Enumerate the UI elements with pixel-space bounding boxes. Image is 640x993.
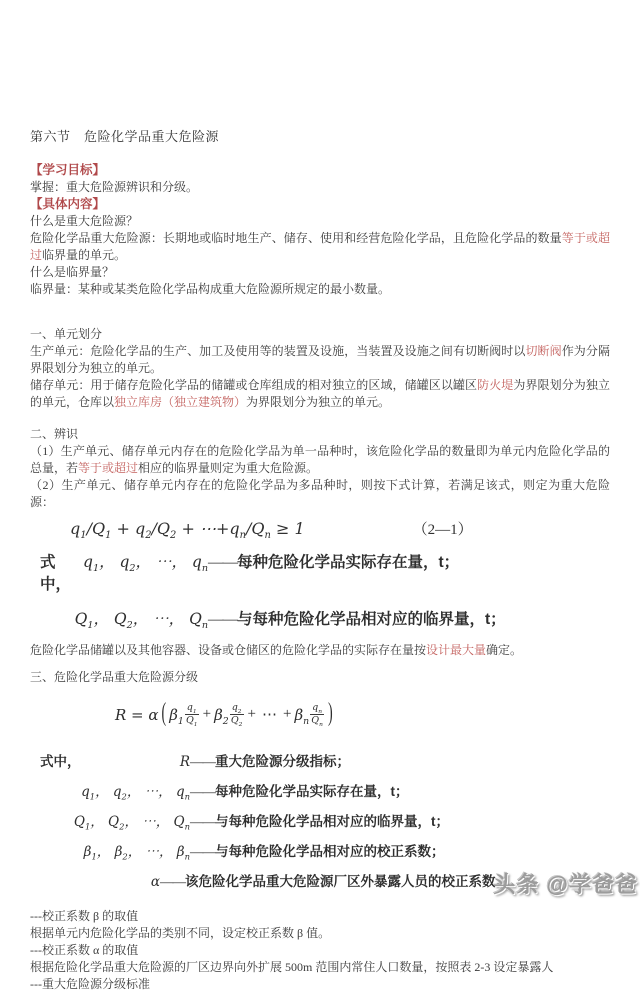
text-run: 三、危险化学品重大危险源分级 (30, 670, 199, 684)
open-paren: ( (161, 699, 167, 729)
definition-description: 与每种危险化学品相对应的校正系数； (215, 843, 445, 859)
text-run: 为界限划分为独立的单元，仓库以 (30, 378, 610, 409)
spacer (30, 298, 610, 326)
definition-left (40, 840, 190, 860)
fraction: $\frac{q_1}{Q_1}$ (185, 702, 198, 729)
section-heading: 【学习目标】 (30, 163, 106, 177)
highlight-red-text: 独立库房（独立建筑物） (114, 395, 247, 409)
paragraph (30, 213, 610, 230)
plus-sign: + (247, 706, 257, 723)
paragraph (30, 642, 610, 659)
definition-dash: —— (208, 554, 237, 571)
ellipsis: ⋯ (262, 707, 278, 724)
definition-left (40, 550, 208, 594)
definition-variables: $\beta_1$， $\beta_2$， ⋯， $\beta_n$ (83, 843, 190, 862)
text-run: 相应的临界量则定为重大危险源。 (138, 461, 319, 475)
text-run: ---校正系数 β 的取值 (30, 908, 139, 923)
definition-left (40, 607, 208, 632)
text-run: 二、辨识 (30, 427, 79, 441)
definition-description: 每种危险化学品实际存在量，t； (237, 554, 460, 571)
paragraph (30, 426, 610, 443)
definition-description: 与每种危险化学品相对应的临界量，t； (215, 813, 449, 829)
definition-description: 重大危险源分级指标； (215, 753, 350, 769)
coefficient: $\beta_1$ (169, 705, 184, 727)
definition-left (40, 874, 160, 890)
section-heading: 【具体内容】 (30, 197, 106, 211)
definition-description: 与每种危险化学品相对应的临界量，t； (237, 611, 506, 628)
equation (70, 518, 610, 542)
paragraph (30, 908, 610, 925)
text-run: 为界限划分为独立的单元。 (246, 395, 391, 409)
equation-expression: $q_1/Q_1 + q_2/Q_2$ + $\cdots+q_n/Q_n \ge 1$ (70, 519, 305, 542)
text-run: 生产单元：危险化学品的生产、加工及使用等的装置及设施，当装置及设施之间有切断阀时以 (30, 344, 526, 358)
highlight-red-text: 设计最大量 (426, 643, 487, 657)
definition-dash: —— (190, 753, 215, 769)
highlight-red-text: 切断阀 (525, 344, 562, 358)
paragraph (30, 264, 610, 281)
watermark: 头条 @学爸爸 (493, 872, 638, 897)
close-paren: ) (328, 699, 333, 729)
definition-left (40, 750, 190, 770)
paragraph (30, 925, 610, 942)
fraction: $\frac{q_n}{Q_n}$ (311, 702, 323, 729)
definition-line (40, 780, 610, 800)
paragraph (30, 326, 610, 343)
definition-variables: $Q_1$， $Q_2$， ⋯， $Q_n$ (74, 610, 208, 632)
highlight-red-text: 防火堤 (477, 378, 514, 392)
definition-variables: α (150, 873, 160, 890)
spacer (30, 659, 610, 669)
grading-equation (115, 699, 610, 729)
paragraph (30, 976, 610, 993)
definition-prefix: 式中， (40, 753, 81, 769)
definition-list (40, 550, 610, 632)
definition-dash: —— (190, 813, 215, 829)
text-run: 储存单元：用于储存危险化学品的储罐或仓库组成的相对独立的区域，储罐区以罐区 (30, 378, 478, 392)
equation-number: （2—1） (412, 522, 473, 538)
spacer (30, 411, 610, 426)
definition-variables: $Q_1$， $Q_2$， ⋯， $Q_n$ (73, 813, 190, 832)
text-run: （2）生产单元、储存单元内存在的危险化学品为多品种时，则按下式计算，若满足该式，则定为重大危险源： (30, 478, 610, 509)
text-run: 什么是临界量？ (30, 265, 115, 279)
definition-line (40, 607, 610, 632)
paragraph (30, 230, 610, 264)
paragraph (30, 343, 610, 377)
text-run: ---校正系数 α 的取值 (30, 942, 139, 957)
equation-lhs: R = α (115, 705, 159, 724)
highlight-red-text: 等于或超过 (30, 231, 610, 262)
paragraph (30, 942, 610, 959)
highlight-red-text: 等于或超过 (78, 461, 139, 475)
paragraph (30, 669, 610, 686)
definition-left (40, 810, 190, 830)
text-run: ---重大危险源分级标准 (30, 976, 150, 991)
text-run: 确定。 (486, 643, 523, 657)
paragraph (30, 477, 610, 511)
definition-line (40, 840, 610, 860)
coefficient: $\beta_2$ (214, 705, 229, 727)
paragraph (30, 179, 610, 196)
definition-line (40, 750, 610, 770)
fraction: $\frac{q_2}{Q_2}$ (230, 702, 243, 729)
text-run: 根据单元内危险化学品的类别不同，设定校正系数 β 值。 (30, 925, 331, 940)
plus-sign: + (283, 706, 292, 723)
page-title: 第六节 危险化学品重大危险源 (30, 129, 220, 144)
paragraph (30, 377, 610, 411)
definition-dash: —— (208, 611, 237, 628)
definition-dash: —— (160, 873, 185, 889)
definition-dash: —— (190, 783, 215, 799)
text-run: （1）生产单元、储存单元内存在的危险化学品为单一品种时，该危险化学品的数量即为单元内危险化学品的总量，若 (30, 444, 610, 475)
text-run: 一、单元划分 (30, 327, 103, 341)
paragraph (30, 959, 610, 976)
definition-left (40, 780, 190, 800)
paragraph (30, 443, 610, 477)
definition-dash: —— (190, 843, 215, 859)
text-run: 临界量的单元。 (42, 248, 127, 262)
text-run: 什么是重大危险源？ (30, 214, 139, 228)
text-run: 危险化学品储罐以及其他容器、设备或仓储区的危险化学品的实际存在量按 (30, 643, 427, 657)
coefficient: $\beta_n$ (294, 705, 310, 727)
definition-line (40, 810, 610, 830)
paragraph (30, 281, 610, 298)
definition-variables: $q_1$， $q_2$， ⋯， $q_n$ (83, 553, 208, 575)
definition-variables: $q_1$， $q_2$， ⋯， $q_n$ (81, 783, 190, 802)
definition-prefix: 式中， (40, 554, 72, 593)
text-run: 掌握：重大危险源辨识和分级。 (30, 180, 199, 194)
definition-description: 该危险化学品重大危险源厂区外暴露人员的校正系数。 (185, 873, 509, 889)
text-run: 根据危险化学品重大危险源的厂区边界向外扩展 500m 范围内常住人口数量，按照表 2-3 设定暴露人 (30, 959, 554, 974)
definition-line (40, 550, 610, 594)
definition-variables: R (179, 753, 190, 770)
text-run: 临界量：某种或某类危险化学品构成重大危险源所规定的最小数量。 (30, 282, 391, 296)
text-run: 危险化学品重大危险源：长期地或临时地生产、储存、使用和经营危险化学品，且危险化学品的数量 (30, 231, 562, 245)
text-run: 作为分隔界限划分为独立的单元。 (30, 344, 610, 375)
definition-description: 每种危险化学品实际存在量，t； (215, 783, 409, 799)
spacer (30, 900, 610, 908)
plus-sign: + (202, 706, 212, 723)
